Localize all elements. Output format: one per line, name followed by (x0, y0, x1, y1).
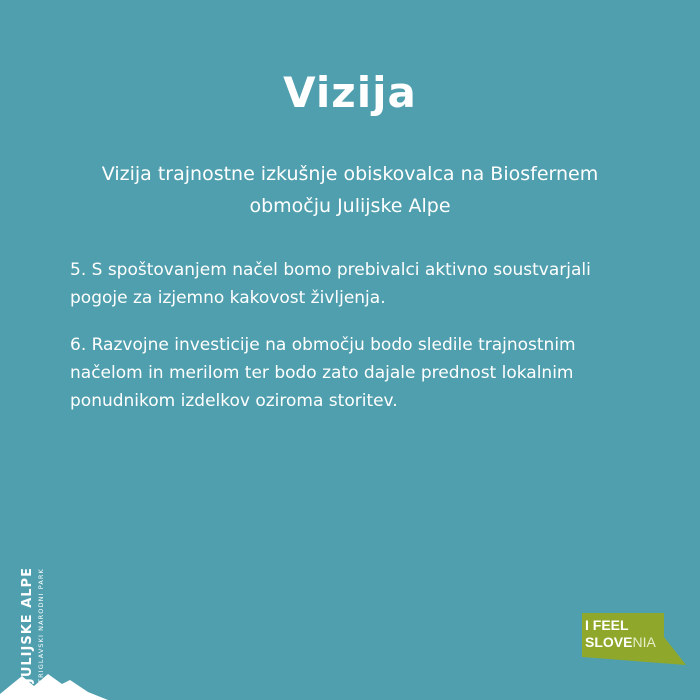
paragraph-6: 6. Razvojne investicije na območju bodo sledile trajnostnim načelom in merilom ter bodo zato dajale prednost lokalnim ponudnikom izdelkov oziroma storitev. (70, 335, 576, 411)
mountains-icon (0, 670, 110, 700)
subtitle: Vizija trajnostne izkušnje obiskovalca na Biosfernem območju Julijske Alpe (101, 163, 599, 217)
julijske-alpe-logo-name: JULIJSKE ALPE (20, 567, 35, 683)
julijske-alpe-logo-subtitle: TRIGLAVSKI NARODNI PARK (37, 568, 45, 683)
i-feel-text: I FEEL (585, 617, 629, 633)
page-title: Vizija (283, 68, 417, 117)
i-feel-slovenia-logo (582, 613, 686, 665)
julijske-alpe-logo (20, 567, 46, 683)
slovenia-text: SLOVENIA (585, 634, 656, 650)
paragraph-5: 5. S spoštovanjem načel bomo prebivalci aktivno soustvarjali pogoje za izjemno kakovost življenja. (70, 260, 591, 308)
